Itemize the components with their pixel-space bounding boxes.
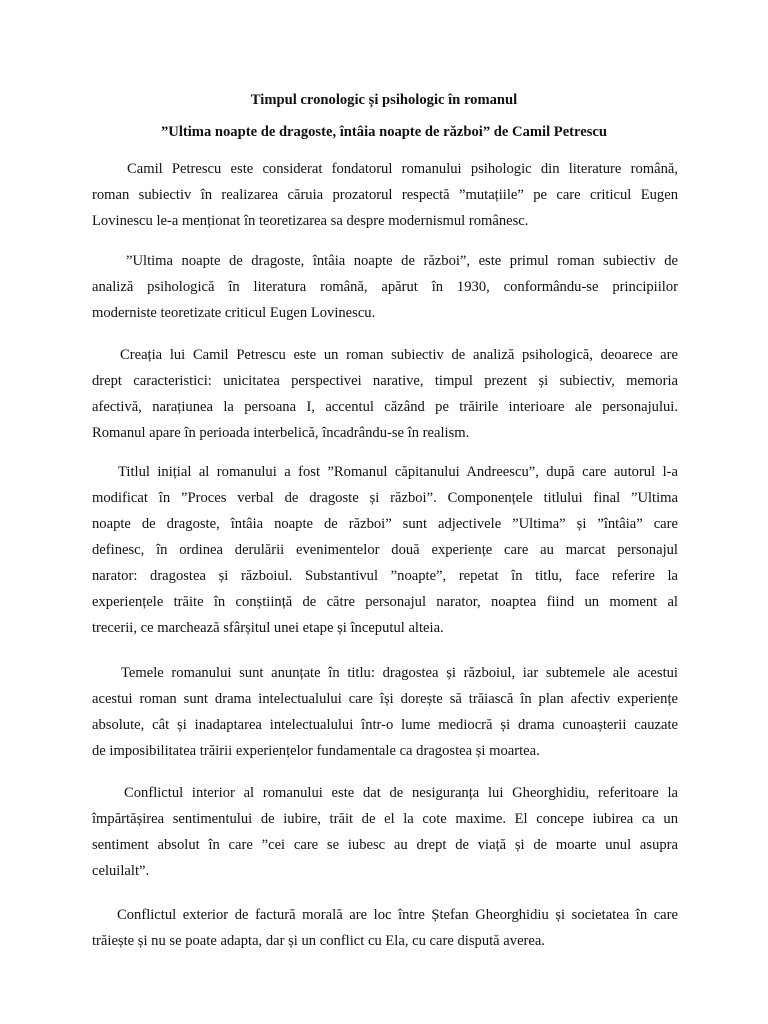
paragraph-line: Camil Petrescu este considerat fondatorul romanului psihologic din literature română,: [127, 161, 678, 177]
paragraph-line: Titlul inițial al romanului a fost ”Romanul căpitanului Andreescu”, după care autorul l-a: [118, 464, 678, 480]
paragraph-line: Romanul apare în perioada interbelică, încadrându-se în realism.: [92, 425, 470, 441]
paragraph-line: analiză psihologică în literatura română, apărut în 1930, conformându-se principiilor: [92, 279, 678, 295]
paragraph-line: definesc, în ordinea derulării evenimentelor două experiențe care au marcat personajul: [92, 542, 678, 558]
paragraph-line: experiențele trăite în conștiință de către personajul narator, noaptea fiind un moment al: [92, 594, 678, 610]
paragraph-line: trăiește și nu se poate adapta, dar și un conflict cu Ela, cu care dispută averea.: [92, 933, 546, 949]
paragraph-line: de imposibilitatea trăirii experiențelor fundamentale ca dragostea și moartea.: [92, 743, 540, 759]
paragraph-5: [92, 660, 678, 764]
paragraph-line: Creația lui Camil Petrescu este un roman subiectiv de analiză psihologică, deoarece are: [120, 347, 678, 363]
paragraph-line: sentiment absolut în care ”cei care se iubesc au drept de viață și de moarte unul asupra: [92, 837, 678, 853]
paragraph-line: afectivă, narațiunea la persoana I, accentul căzând pe trăirile interioare ale personajului.: [92, 399, 678, 415]
paragraph-line: Conflictul exterior de factură morală are loc între Ștefan Gheorghidiu și societatea în care: [117, 907, 678, 923]
paragraph-line: acestui roman sunt drama intelectualului care își dorește să trăiască în plan afectiv experiențe: [92, 691, 678, 707]
paragraph-line: noapte de dragoste, întâia noapte de război” sunt adjectivele ”Ultima” și ”întâia” care: [92, 516, 678, 532]
paragraph-4: [92, 459, 678, 641]
paragraph-3: [92, 342, 678, 446]
paragraph-line: moderniste teoretizate criticul Eugen Lovinescu.: [92, 305, 376, 321]
paragraph-line: Temele romanului sunt anunțate în titlu: dragostea și războiul, iar subtemele ale acestui: [121, 665, 678, 681]
paragraph-2: [92, 248, 678, 326]
paragraph-line: Conflictul interior al romanului este dat de nesiguranța lui Gheorghidiu, referitoare la: [124, 785, 678, 801]
paragraph-line: Lovinescu le-a menționat în teoretizarea sa despre modernismul românesc.: [92, 213, 529, 229]
paragraph-line: narator: dragostea și războiul. Substantivul ”noapte”, repetat în titlu, face referire la: [92, 568, 678, 584]
paragraph-line: drept caracteristici: unicitatea perspectivei narative, timpul prezent și subiectiv, memoria: [92, 373, 678, 389]
paragraph-line: celuilalt”.: [92, 863, 150, 879]
paragraph-line: roman subiectiv în realizarea căruia prozatorul respectă ”mutațiile” pe care criticul Eugen: [92, 187, 678, 203]
paragraph-6: [92, 780, 678, 884]
paragraph-line: ”Ultima noapte de dragoste, întâia noapte de război”, este primul roman subiectiv de: [126, 253, 678, 269]
paragraph-line: trecerii, ce marchează sfârșitul unei etape și începutul alteia.: [92, 620, 444, 636]
document-title: Timpul cronologic și psihologic în romanul: [250, 92, 518, 108]
document-subtitle: ”Ultima noapte de dragoste, întâia noapte de război” de Camil Petrescu: [160, 124, 607, 140]
paragraph-7: [92, 902, 678, 954]
paragraph-line: împărtășirea sentimentului de iubire, trăit de el la cote maxime. El concepe iubirea ca un: [92, 811, 678, 827]
paragraph-1: [92, 156, 678, 234]
paragraph-line: modificat în ”Proces verbal de dragoste și război”. Componențele titlului final ”Ultima: [92, 490, 678, 506]
paragraph-line: absolute, cât și inadaptarea intelectualului într-o lume mediocră și drama cunoașterii cauzate: [92, 717, 678, 733]
